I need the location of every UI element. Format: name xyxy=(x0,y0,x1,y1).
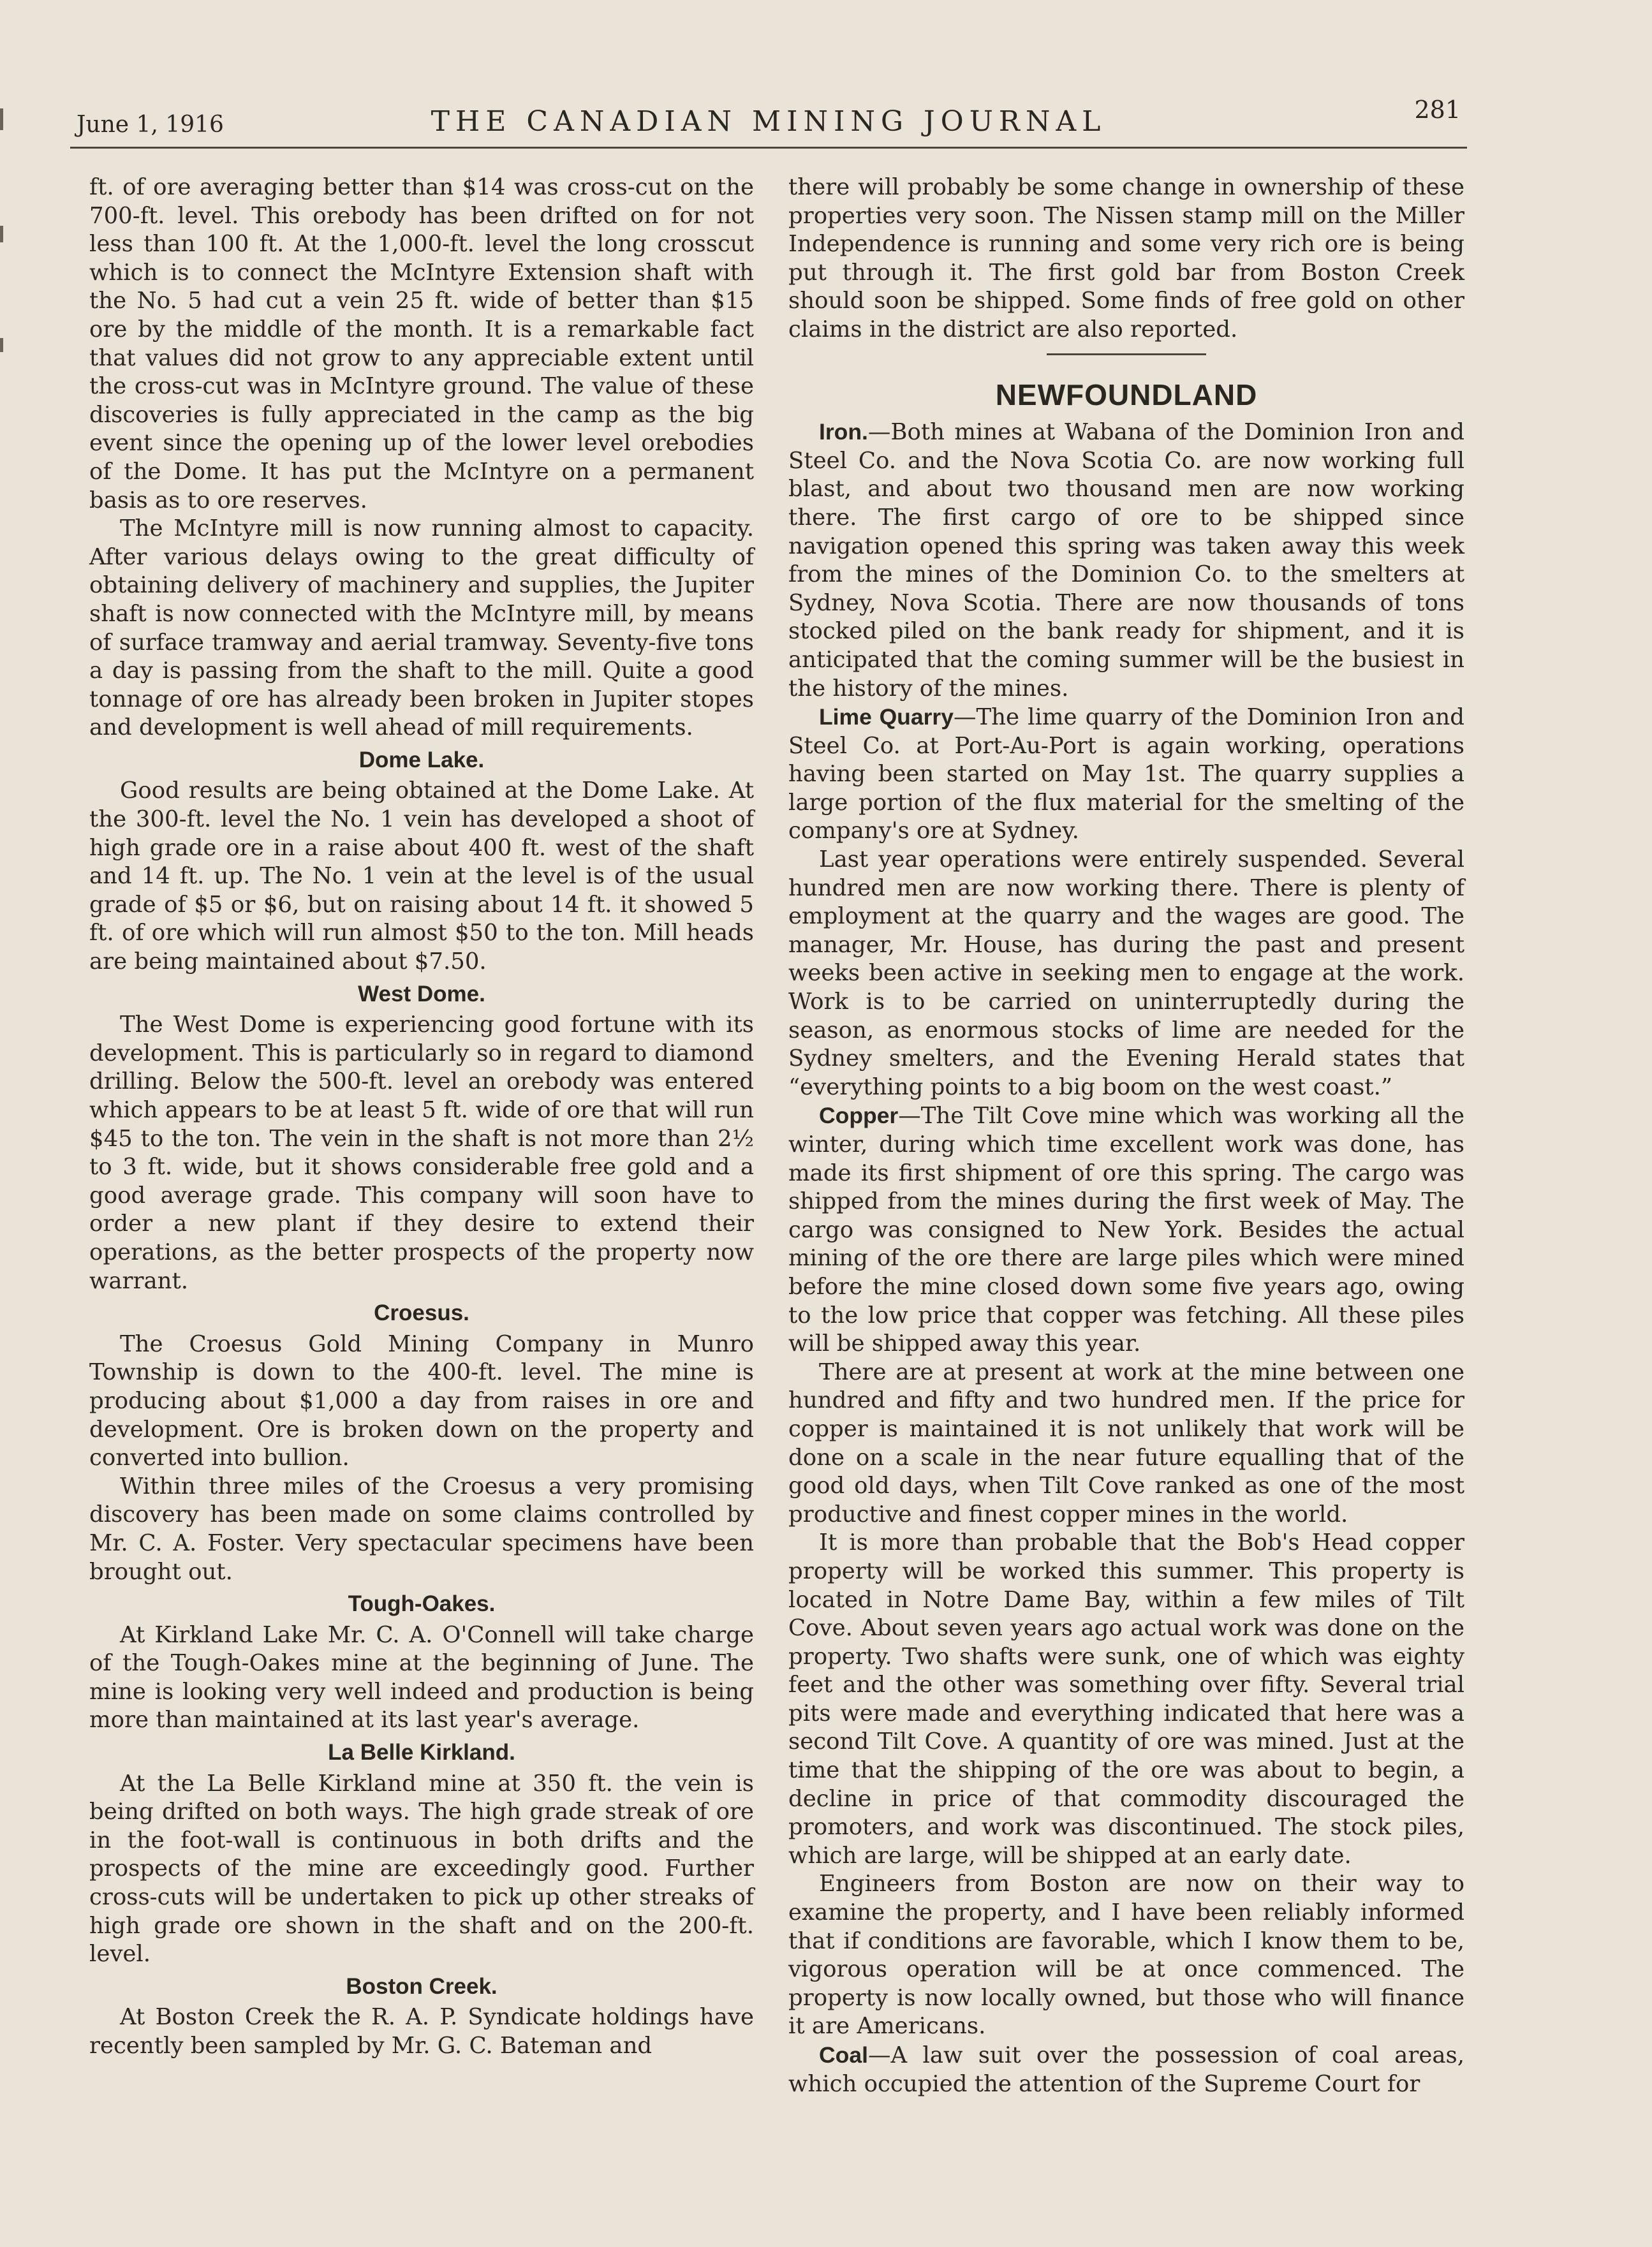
lime-quarry-paragraph xyxy=(788,703,1464,846)
iron-text: —Both mines at Wabana of the Dominion Iron and Steel Co. and the Nova Scotia Co. are now working full blast, and about two thousand men are now working there. The first cargo of ore to be shipped since navigation opened this spring was taken away this week from the mines of the Dominion Co. to the smelters at Sydney, Nova Scotia. There are now thousands of tons stocked piled on the bank ready for shipment, and it is anticipated that the coming summer will be the busiest in the history of the mines. xyxy=(788,419,1464,702)
issue-date: June 1, 1916 xyxy=(77,112,224,138)
tough-oakes-paragraph: At Kirkland Lake Mr. C. A. O'Connell will take charge of the Tough-Oakes mine at the beginning of June. The mine is looking very well indeed and production is being more than maintained at its last year's average. xyxy=(89,1621,754,1734)
journal-title: THE CANADIAN MINING JOURNAL xyxy=(431,105,1107,138)
mcintyre-paragraph-1: ft. of ore averaging better than $14 was cross-cut on the 700-ft. level. This orebody has been drifted on for not less than 100 ft. At the 1,000-ft. level the long crosscut which is to connect the McIntyre Extension shaft with the No. 5 had cut a vein 25 ft. wide of better than $15 ore by the middle of the month. It is a remarkable fact that values did not grow to any appreciable extent until the cross-cut was in McIntyre ground. The value of these discoveries is fully appreciated in the camp as the big event since the opening up of the lower level orebodies of the Dome. It has put the McIntyre on a permanent basis as to ore reserves. xyxy=(89,174,754,513)
copper-lead: Copper xyxy=(819,1103,899,1129)
coal-lead: Coal xyxy=(819,2042,868,2068)
boston-creek-paragraph: At Boston Creek the R. A. P. Syndicate holdings have recently been sampled by Mr. G. C. Bateman and xyxy=(89,2004,754,2059)
lime-quarry-lead: Lime Quarry xyxy=(819,704,954,730)
page-number: 281 xyxy=(1414,96,1461,124)
running-header xyxy=(70,96,1467,149)
mcintyre-paragraph-2: The McIntyre mill is now running almost to capacity. After various delays owing to the great difficulty of obtaining delivery of machinery and supplies, the Jupiter shaft is now connected with the McIntyre mill, by means of surface tramway and aerial tramway. Seventy-five tons a day is passing from the shaft to the mill. Quite a good tonnage of ore has already been broken in Jupiter stopes and development is well ahead of mill requirements. xyxy=(89,515,754,741)
copper-paragraph-4: Engineers from Boston are now on their way to examine the property, and I have been reliably informed that if conditions are favorable, which I know them to be, vigorous operation will be at once commenced. The property is now locally owned, but those who will finance it are Americans. xyxy=(788,1871,1464,2040)
copper-paragraph-2: There are at present at work at the mine between one hundred and fifty and two hundred men. If the price for copper is maintained it is not unlikely that work will be done on a scale in the near future equalling that of the good old days, when Tilt Cove ranked as one of the most productive and finest copper mines in the world. xyxy=(788,1359,1464,1528)
croesus-paragraph-1: The Croesus Gold Mining Company in Munro Township is down to the 400-ft. level. The mine is producing about $1,000 a day from raises in ore and development. Ore is broken down on the property and converted into bullion. xyxy=(89,1330,754,1471)
heading-boston-creek: Boston Creek. xyxy=(346,1973,498,1999)
la-belle-paragraph: At the La Belle Kirkland mine at 350 ft. the vein is being drifted on both ways. The high grade streak of ore in the foot-wall is continuous in both drifts and the prospects of the mine are exceedingly good. Further cross-cuts will be undertaken to pick up other streaks of high grade ore shown in the shaft and on the 200-ft. level. xyxy=(89,1770,754,1968)
croesus-paragraph-2: Within three miles of the Croesus a very promising discovery has been made on some claims controlled by Mr. C. A. Foster. Very spectacular specimens have been brought out. xyxy=(89,1473,754,1585)
iron-lead: Iron. xyxy=(819,419,868,445)
iron-paragraph xyxy=(788,418,1464,703)
copper-paragraph xyxy=(788,1101,1464,1358)
heading-la-belle-kirkland: La Belle Kirkland. xyxy=(328,1740,515,1765)
lime-quarry-paragraph-2: Last year operations were entirely suspended. Several hundred men are now working there. There is plenty of employment at the quarry and the wages are good. The manager, Mr. House, has during the past and present weeks been active in seeking men to engage at the work. Work is to be carried on uninterruptedly during the season, as enormous stocks of lime are needed for the Sydney smelters, and the Evening Herald states that “everything points to a big boom on the west coast.” xyxy=(788,846,1464,1100)
boston-creek-continuation: there will probably be some change in ownership of these properties very soon. The Nissen stamp mill on the Miller Independence is running and some very rich ore is being put through it. The first gold bar from Boston Creek should soon be shipped. Some finds of free gold on other claims in the district are also reported. xyxy=(788,174,1464,343)
heading-tough-oakes: Tough-Oakes. xyxy=(348,1591,496,1617)
left-column xyxy=(89,173,754,2061)
coal-paragraph xyxy=(788,2041,1464,2098)
dome-lake-paragraph: Good results are being obtained at the Dome Lake. At the 300-ft. level the No. 1 vein has developed a shoot of high grade ore in a raise about 400 ft. west of the shaft and 14 ft. up. The No. 1 vein at the level is of the usual grade of $5 or $6, but on raising about 14 ft. it showed 5 ft. of ore which will run almost $50 to the ton. Mill heads are being maintained about $7.50. xyxy=(89,777,754,975)
copper-paragraph-3: It is more than probable that the Bob's Head copper property will be worked this summer. This property is located in Notre Dame Bay, within a few miles of Tilt Cove. About seven years ago actual work was done on the property. Two shafts were sunk, one of which was eighty feet and the other was something over fifty. Several trial pits were made and everything indicated that here was a second Tilt Cove. A quantity of ore was mined. Just at the time that the shipping of the ore was about to begin, a decline in price of that commodity discouraged the promoters, and work was discontinued. The stock piles, which are large, will be shipped at an early date. xyxy=(788,1529,1464,1869)
lime-quarry-text: —The lime quarry of the Dominion Iron and Steel Co. at Port-Au-Port is again working, operations having been started on May 1st. The quarry supplies a large portion of the flux material for the smelting of the company's ore at Sydney. xyxy=(788,704,1464,844)
heading-west-dome: West Dome. xyxy=(358,981,485,1006)
copper-text: —The Tilt Cove mine which was working all the winter, during which time excellent work was done, has made its first shipment of ore this spring. The cargo was shipped from the mines during the first week of May. The cargo was consigned to New York. Besides the actual mining of the ore there are large piles which were mined before the mine closed down some five years ago, owing to the low price that copper was fetching. All these piles will be shipped away this year. xyxy=(788,1103,1464,1357)
heading-dome-lake: Dome Lake. xyxy=(358,747,485,772)
heading-newfoundland: NEWFOUNDLAND xyxy=(995,378,1258,411)
page-edge-marks xyxy=(0,108,10,448)
heading-croesus: Croesus. xyxy=(374,1300,469,1326)
section-divider xyxy=(1047,353,1206,355)
right-column xyxy=(788,173,1464,2098)
coal-text: —A law suit over the possession of coal areas, which occupied the attention of the Supreme Court for xyxy=(788,2042,1464,2097)
west-dome-paragraph: The West Dome is experiencing good fortune with its development. This is particularly so in regard to diamond drilling. Below the 500-ft. level an orebody was entered which appears to be at least 5 ft. wide of ore that will run $45 to the ton. The vein in the shaft is not more than 2½ to 3 ft. wide, but it shows considerable free gold and a good average grade. This company will soon have to order a new plant if they desire to extend their operations, as the better prospects of the property now warrant. xyxy=(89,1012,754,1294)
